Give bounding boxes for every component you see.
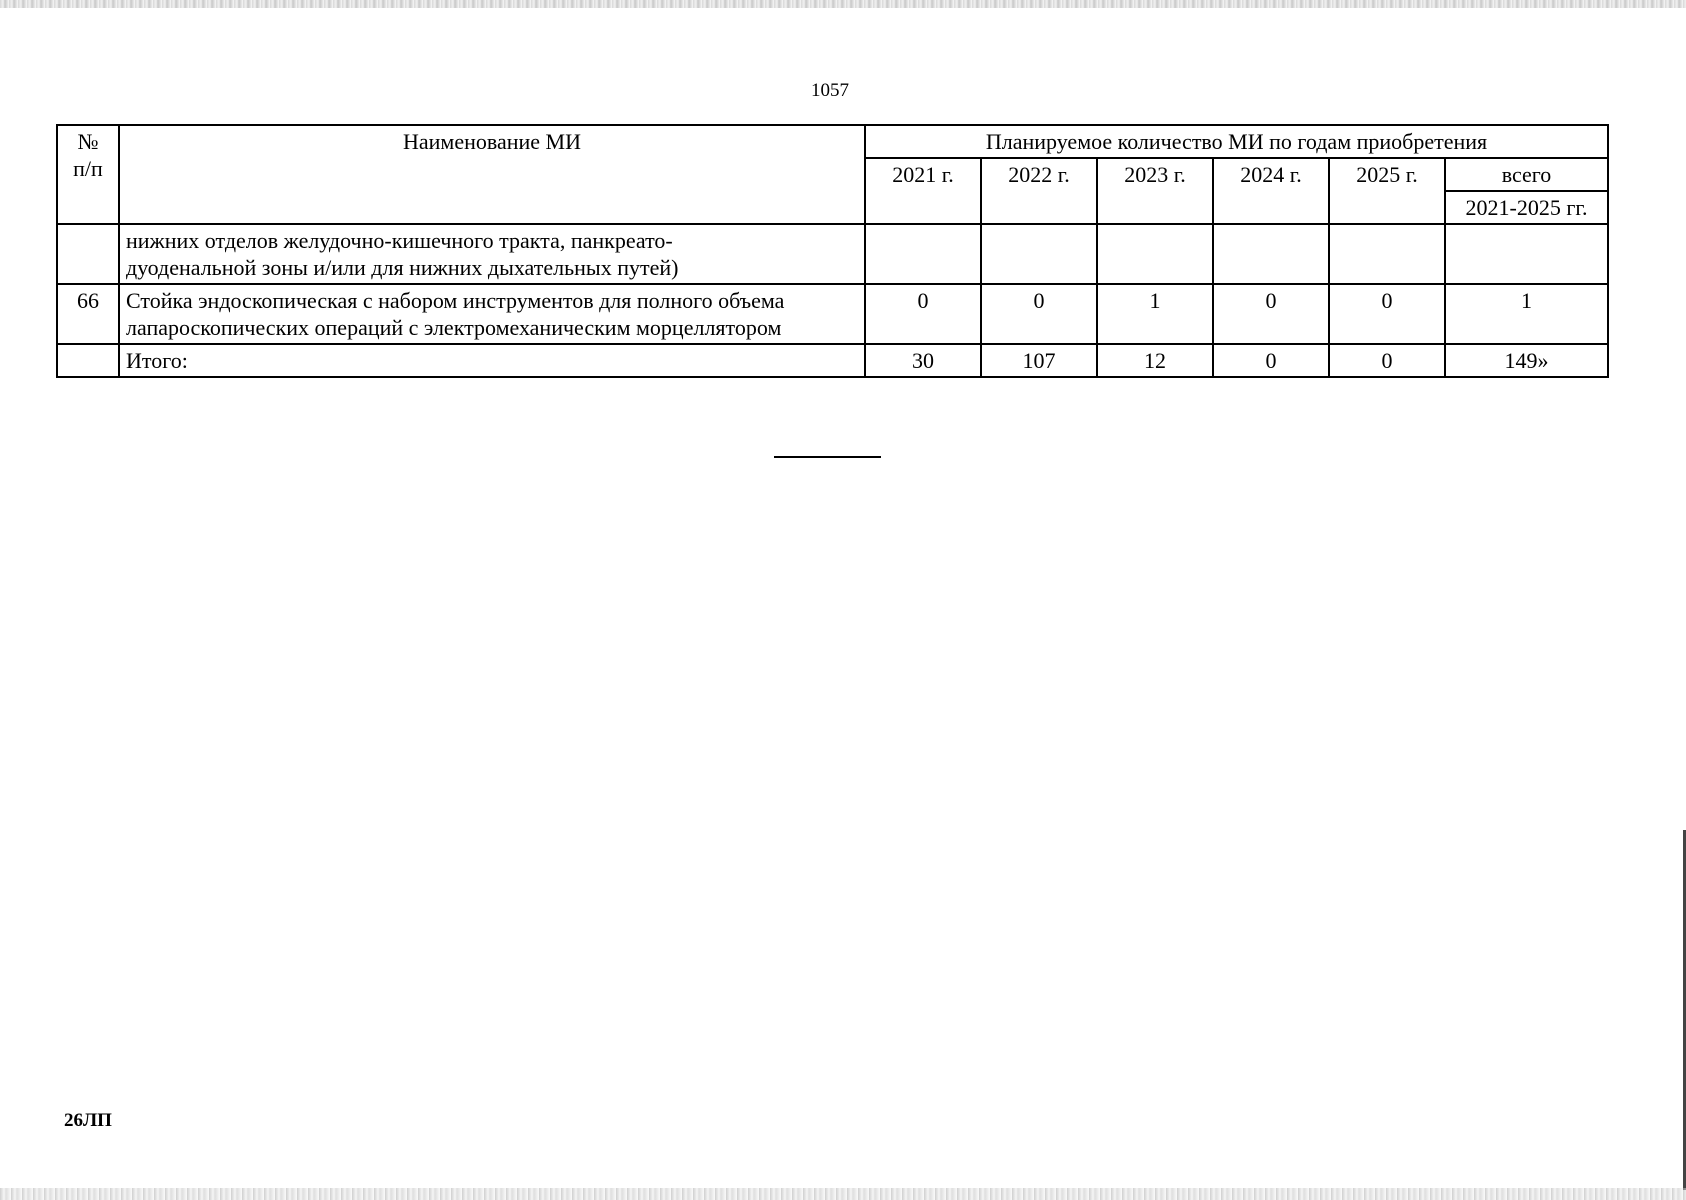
row-num-cell: [57, 224, 119, 284]
total-num-cell: [57, 344, 119, 377]
total-value-2023: 12: [1097, 344, 1213, 377]
row-value-2025: 0: [1329, 284, 1445, 344]
document-code: 26ЛП: [64, 1110, 112, 1131]
header-total-period: 2021-2025 гг.: [1445, 191, 1608, 224]
row-name-line: лапароскопических операций с электромеханическим морцеллятором: [126, 315, 782, 340]
table-row: [57, 284, 1608, 344]
row-name-line: дуоденальной зоны и/или для нижних дыхательных путей): [126, 255, 679, 280]
table-row: [57, 224, 1608, 284]
row-name-line: Стойка эндоскопическая с набором инструментов для полного объема: [126, 288, 785, 313]
equipment-plan-table: [56, 124, 1609, 378]
row-value-2022: 0: [981, 284, 1097, 344]
total-value-2022: 107: [981, 344, 1097, 377]
total-value-2025: 0: [1329, 344, 1445, 377]
row-name-cell: [119, 284, 865, 344]
end-of-document-rule: [774, 456, 881, 458]
row-value-2024: [1213, 224, 1329, 284]
scan-edge-bottom: [0, 1188, 1686, 1200]
row-name-line: нижних отделов желудочно-кишечного тракта, панкреато-: [126, 228, 673, 253]
header-year-2025: 2025 г.: [1329, 158, 1445, 224]
row-value-2022: [981, 224, 1097, 284]
total-value-2024: 0: [1213, 344, 1329, 377]
row-value-total: [1445, 224, 1608, 284]
header-num-cell: [57, 125, 119, 224]
header-num-symbol: №: [77, 129, 99, 154]
header-group-cell: Планируемое количество МИ по годам приобретения: [865, 125, 1608, 158]
header-year-2021: 2021 г.: [865, 158, 981, 224]
table-header-row-1: [57, 125, 1608, 158]
row-value-total: 1: [1445, 284, 1608, 344]
table-total-row: [57, 344, 1608, 377]
row-num-cell: 66: [57, 284, 119, 344]
total-label-cell: Итого:: [119, 344, 865, 377]
row-value-2024: 0: [1213, 284, 1329, 344]
row-name-cell: [119, 224, 865, 284]
header-name-cell: Наименование МИ: [119, 125, 865, 224]
header-year-2023: 2023 г.: [1097, 158, 1213, 224]
header-num-abbr: п/п: [73, 156, 103, 181]
header-year-2024: 2024 г.: [1213, 158, 1329, 224]
total-value-sum: 149»: [1445, 344, 1608, 377]
header-year-2022: 2022 г.: [981, 158, 1097, 224]
page-number: 1057: [811, 80, 849, 101]
row-value-2023: [1097, 224, 1213, 284]
row-value-2021: [865, 224, 981, 284]
header-total-label: всего: [1445, 158, 1608, 191]
row-value-2023: 1: [1097, 284, 1213, 344]
scan-edge-top: [0, 0, 1686, 8]
row-value-2025: [1329, 224, 1445, 284]
total-value-2021: 30: [865, 344, 981, 377]
row-value-2021: 0: [865, 284, 981, 344]
